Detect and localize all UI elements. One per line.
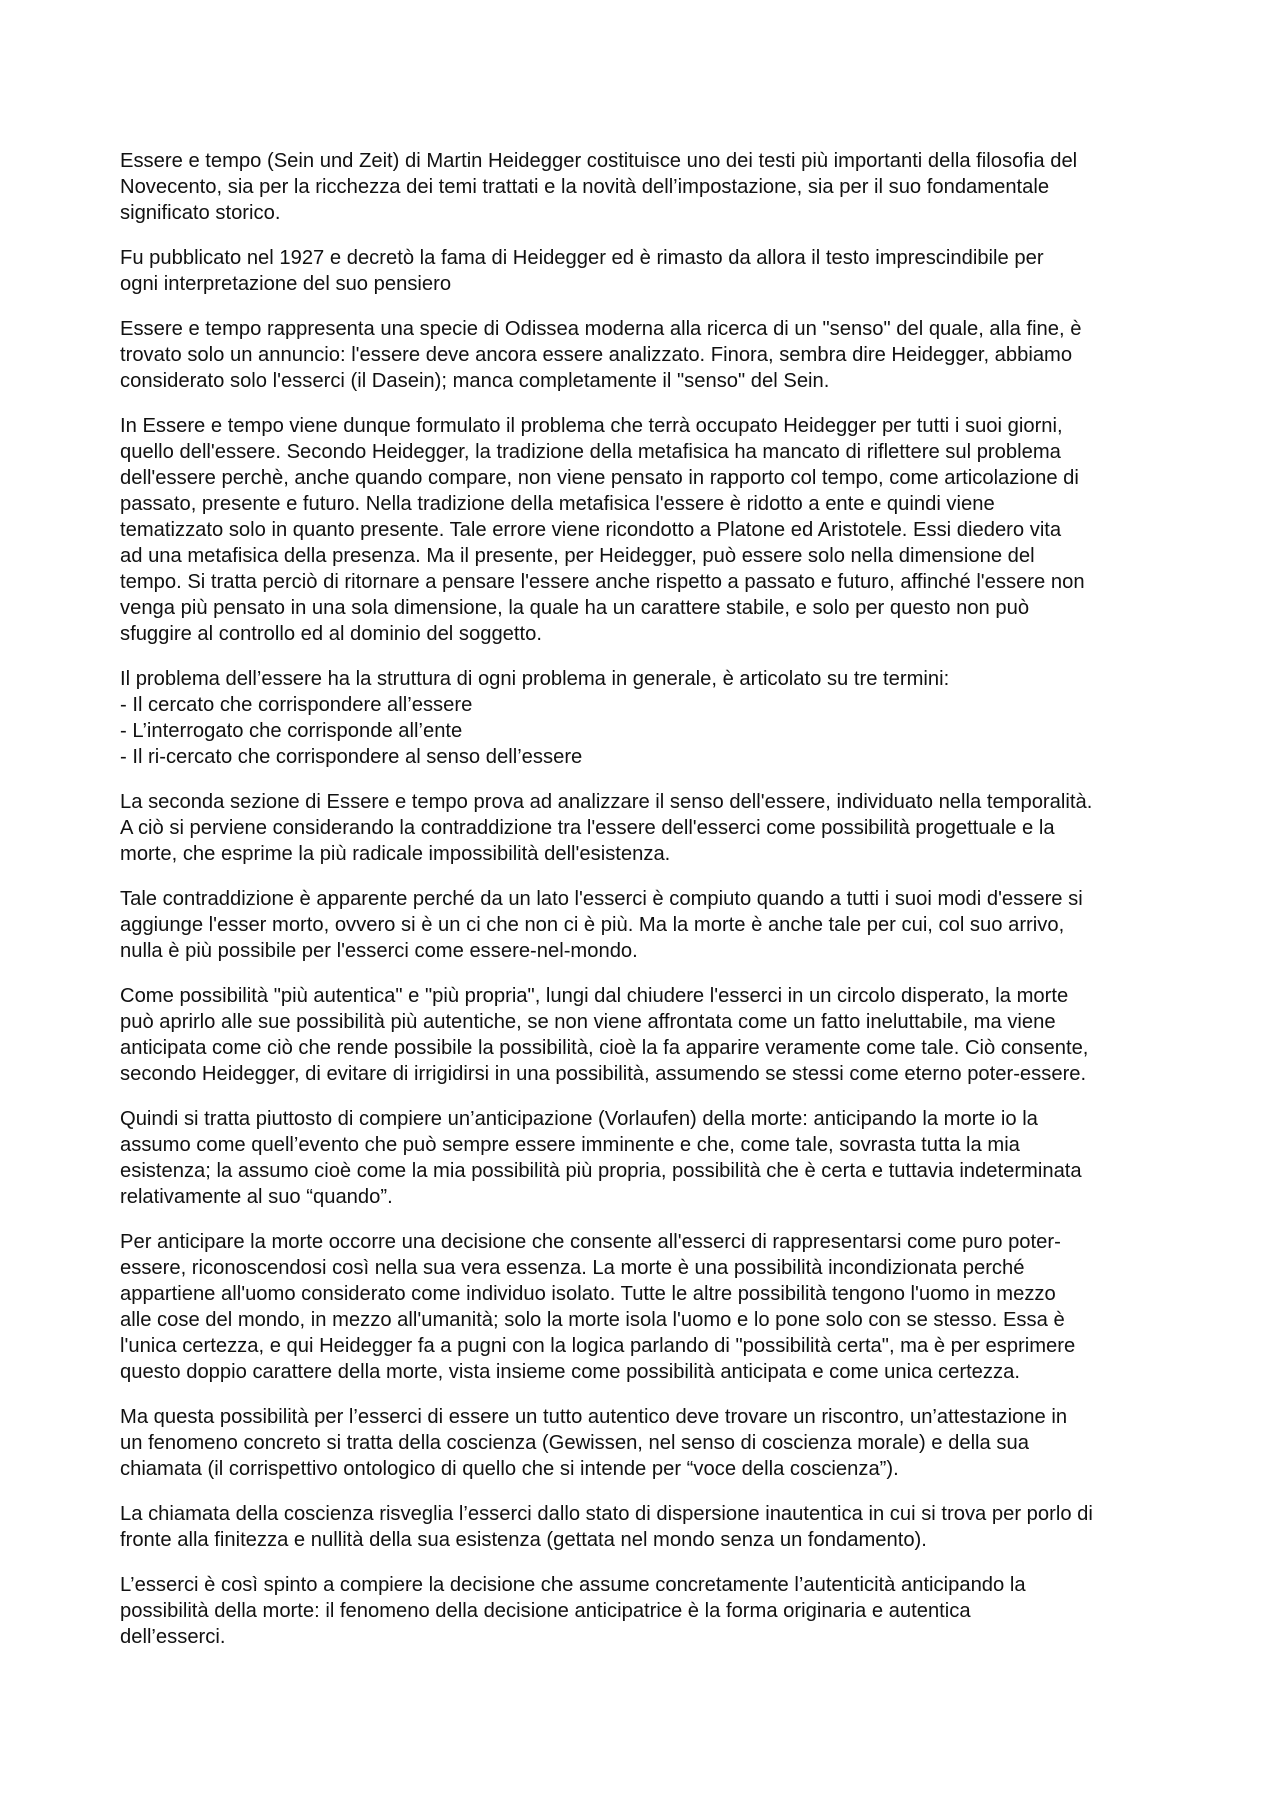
- text-line: considerato solo l'esserci (il Dasein); manca completamente il "senso" del Sein.: [120, 370, 830, 392]
- text-line: Tale contraddizione è apparente perché da un lato l'esserci è compiuto quando a tutti i suoi modi d'essere si: [120, 888, 1083, 910]
- paragraph-intro: [120, 148, 1170, 226]
- text-line: Come possibilità "più autentica" e "più propria", lungi dal chiudere l'esserci in un circolo disperato, la morte: [120, 985, 1069, 1007]
- text-line: essere, riconoscendosi così nella sua vera essenza. La morte è una possibilità incondizionata perché: [120, 1257, 1025, 1279]
- paragraph-conclusion: [120, 1572, 1170, 1650]
- text-line: chiamata (il corrispettivo ontologico di quello che si intende per “voce della coscienza”).: [120, 1458, 899, 1480]
- paragraph-contradiction: [120, 886, 1170, 964]
- text-line: dell'essere perchè, anche quando compare, non viene pensato in rapporto col tempo, come articolazione di: [120, 467, 1079, 489]
- text-line: Essere e tempo rappresenta una specie di Odissea moderna alla ricerca di un "senso" del quale, alla fine, è: [120, 318, 1082, 340]
- text-line: possibilità della morte: il fenomeno della decisione anticipatrice è la forma originaria e autentica: [120, 1600, 971, 1622]
- text-line: un fenomeno concreto si tratta della coscienza (Gewissen, nel senso di coscienza morale) e della sua: [120, 1432, 1029, 1454]
- text-line: Il problema dell’essere ha la struttura di ogni problema in generale, è articolato su tre termini:: [120, 668, 950, 690]
- paragraph-call: [120, 1501, 1170, 1553]
- text-line: passato, presente e futuro. Nella tradizione della metafisica l'essere è ridotto a ente e quindi viene: [120, 493, 995, 515]
- paragraph-decision: [120, 1229, 1170, 1385]
- paragraph-metaphysics: [120, 413, 1170, 647]
- text-line: relativamente al suo “quando”.: [120, 1186, 393, 1208]
- text-line: Essere e tempo (Sein und Zeit) di Martin Heidegger costituisce uno dei testi più importanti della filosofia del: [120, 150, 1078, 172]
- list-item: - L’interrogato che corrisponde all’ente: [120, 720, 463, 742]
- text-line: questo doppio carattere della morte, vista insieme come possibilità anticipata e come unica certezza.: [120, 1361, 1020, 1383]
- text-line: alle cose del mondo, in mezzo all'umanità; solo la morte isola l'uomo e lo pone solo con se stesso. Essa è: [120, 1309, 1065, 1331]
- text-line: aggiunge l'esser morto, ovvero si è un ci che non ci è più. Ma la morte è anche tale per cui, col suo arrivo,: [120, 914, 1065, 936]
- text-line: quello dell'essere. Secondo Heidegger, la tradizione della metafisica ha mancato di riflettere sul problema: [120, 441, 1061, 463]
- text-line: fronte alla finitezza e nullità della sua esistenza (gettata nel mondo senza un fondamento).: [120, 1529, 927, 1551]
- text-line: ogni interpretazione del suo pensiero: [120, 273, 452, 295]
- text-line: appartiene all'uomo considerato come individuo isolato. Tutte le altre possibilità tengono l'uomo in mezzo: [120, 1283, 1056, 1305]
- text-line: L’esserci è così spinto a compiere la decisione che assume concretamente l’autenticità anticipando la: [120, 1574, 1026, 1596]
- text-line: secondo Heidegger, di evitare di irrigidirsi in una possibilità, assumendo se stessi come eterno poter-essere.: [120, 1063, 1087, 1085]
- text-line: La chiamata della coscienza risveglia l’esserci dallo stato di dispersione inautentica in cui si trova per porlo di: [120, 1503, 1093, 1525]
- list-item: - Il cercato che corrispondere all’essere: [120, 694, 473, 716]
- text-line: dell’esserci.: [120, 1626, 226, 1648]
- paragraph-structure: [120, 666, 1170, 692]
- text-line: sfuggire al controllo ed al dominio del soggetto.: [120, 623, 542, 645]
- text-line: nulla è più possibile per l'esserci come essere-nel-mondo.: [120, 940, 638, 962]
- text-line: Per anticipare la morte occorre una decisione che consente all'esserci di rappresentarsi come puro poter-: [120, 1231, 1061, 1253]
- text-line: Novecento, sia per la ricchezza dei temi trattati e la novità dell’impostazione, sia per il suo fondamentale: [120, 176, 1050, 198]
- document-page: [120, 148, 1170, 1669]
- paragraph-second-section: [120, 789, 1170, 867]
- terms-list: [120, 692, 1170, 770]
- text-line: esistenza; la assumo cioè come la mia possibilità più propria, possibilità che è certa e tuttavia indeterminata: [120, 1160, 1082, 1182]
- text-line: morte, che esprime la più radicale impossibilità dell'esistenza.: [120, 843, 671, 865]
- list-item: - Il ri-cercato che corrispondere al senso dell’essere: [120, 746, 583, 768]
- text-line: Ma questa possibilità per l’esserci di essere un tutto autentico deve trovare un riscontro, un’attestazione in: [120, 1406, 1068, 1428]
- paragraph-odyssey: [120, 316, 1170, 394]
- text-line: In Essere e tempo viene dunque formulato il problema che terrà occupato Heidegger per tutti i suoi giorni,: [120, 415, 1063, 437]
- text-line: può aprirlo alle sue possibilità più autentiche, se non viene affrontata come un fatto ineluttabile, ma viene: [120, 1011, 1056, 1033]
- text-line: La seconda sezione di Essere e tempo prova ad analizzare il senso dell'essere, individuato nella temporalità.: [120, 791, 1093, 813]
- text-line: assumo come quell’evento che può sempre essere imminente e che, come tale, sovrasta tutta la mia: [120, 1134, 1020, 1156]
- paragraph-conscience: [120, 1404, 1170, 1482]
- text-line: A ciò si perviene considerando la contraddizione tra l'essere dell'esserci come possibilità progettuale e la: [120, 817, 1055, 839]
- text-line: tempo. Si tratta perciò di ritornare a pensare l'essere anche rispetto a passato e futuro, affinché l'essere non: [120, 571, 1085, 593]
- text-line: Fu pubblicato nel 1927 e decretò la fama di Heidegger ed è rimasto da allora il testo imprescindibile per: [120, 247, 1044, 269]
- text-line: Quindi si tratta piuttosto di compiere un’anticipazione (Vorlaufen) della morte: anticipando la morte io la: [120, 1108, 1038, 1130]
- paragraph-anticipation: [120, 1106, 1170, 1210]
- text-line: tematizzato solo in quanto presente. Tale errore viene ricondotto a Platone ed Aristotele. Essi diedero vita: [120, 519, 1062, 541]
- paragraph-authentic-possibility: [120, 983, 1170, 1087]
- text-line: ad una metafisica della presenza. Ma il presente, per Heidegger, può essere solo nella dimensione del: [120, 545, 1035, 567]
- text-line: venga più pensato in una sola dimensione, la quale ha un carattere stabile, e solo per questo non può: [120, 597, 1030, 619]
- paragraph-publication: [120, 245, 1170, 297]
- text-line: significato storico.: [120, 202, 281, 224]
- text-line: anticipata come ciò che rende possibile la possibilità, cioè la fa apparire veramente come tale. Ciò consente,: [120, 1037, 1089, 1059]
- text-line: trovato solo un annuncio: l'essere deve ancora essere analizzato. Finora, sembra dire Heidegger, abbiamo: [120, 344, 1073, 366]
- text-line: l'unica certezza, e qui Heidegger fa a pugni con la logica parlando di "possibilità certa", ma è per esprimere: [120, 1335, 1076, 1357]
